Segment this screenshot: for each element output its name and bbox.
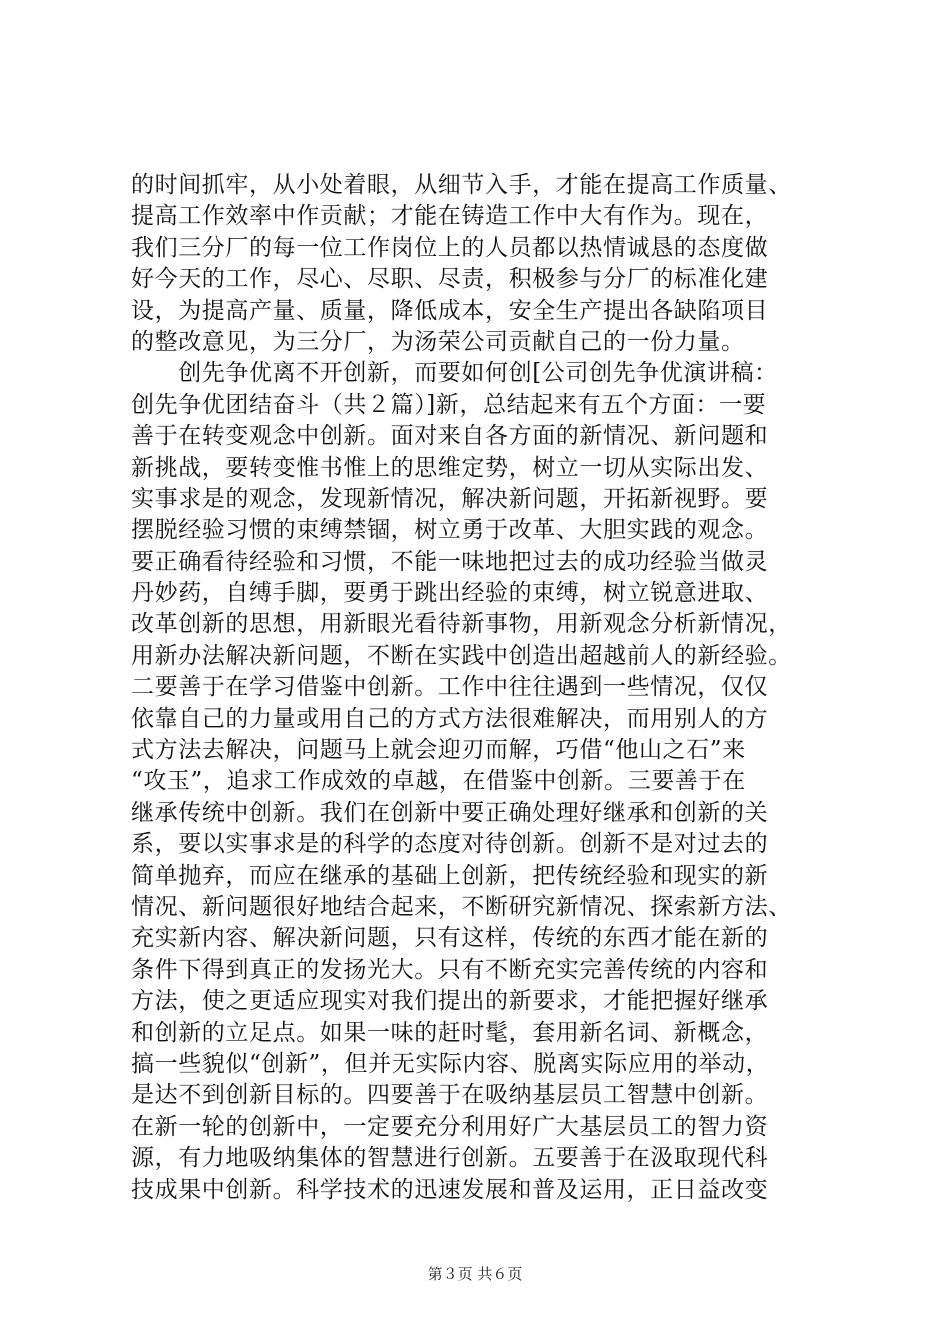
- text-line: 情况、新问题很好地结合起来，不断研究新情况、探索新方法、: [131, 893, 792, 920]
- text-line: 改革创新的思想，用新眼光看待新事物，用新观念分析新情况，: [131, 611, 792, 638]
- text-line: 二要善于在学习借鉴中创新。工作中往往遇到一些情况，仅仅: [131, 674, 769, 701]
- text-line: 好今天的工作，尽心、尽职、尽责，积极参与分厂的标准化建: [131, 266, 769, 293]
- text-line: 丹妙药，自缚手脚，要勇于跳出经验的束缚，树立锐意进取、: [131, 580, 769, 607]
- body-text: [131, 170, 831, 1206]
- text-line: 设，为提高产量、质量，降低成本，安全生产提出各缺陷项目: [131, 297, 769, 324]
- text-line: 源，有力地吸纳集体的智慧进行创新。五要善于在汲取现代科: [131, 1145, 769, 1172]
- text-line: 技成果中创新。科学技术的迅速发展和普及运用，正日益改变: [131, 1176, 769, 1203]
- text-line: 创先争优团结奋斗（共２篇）]新，总结起来有五个方面：一要: [131, 391, 767, 418]
- text-line: 实事求是的观念，发现新情况，解决新问题，开拓新视野。要: [131, 485, 769, 512]
- text-line: 的整改意见，为三分厂，为汤荣公司贡献自己的一份力量。: [131, 328, 745, 355]
- text-line: 摆脱经验习惯的束缚禁锢，树立勇于改革、大胆实践的观念。: [131, 517, 769, 544]
- text-line: 继承传统中创新。我们在创新中要正确处理好继承和创新的关: [131, 799, 769, 826]
- text-line: 的时间抓牢，从小处着眼，从细节入手，才能在提高工作质量、: [131, 172, 792, 198]
- text-line: 依靠自己的力量或用自己的方式方法很难解决，而用别人的方: [131, 705, 769, 732]
- text-line: 创先争优离不开创新，而要如何创[公司创先争优演讲稿：: [131, 360, 778, 387]
- page-number-footer: 第３页 共６页: [427, 1265, 523, 1283]
- text-line: 是达不到创新目标的。四要善于在吸纳基层员工智慧中创新。: [131, 1082, 769, 1109]
- text-line: 充实新内容、解决新问题，只有这样，传统的东西才能在新的: [131, 925, 769, 952]
- text-line: 式方法去解决，问题马上就会迎刃而解，巧借“他山之石”来: [131, 737, 746, 764]
- text-line: 我们三分厂的每一位工作岗位上的人员都以热情诚恳的态度做: [131, 234, 769, 261]
- text-line: 在新一轮的创新中，一定要充分利用好广大基层员工的智力资: [131, 1113, 769, 1140]
- text-line: “攻玉”，追求工作成效的卓越，在借鉴中创新。三要善于在: [131, 768, 746, 795]
- text-line: 方法，使之更适应现实对我们提出的新要求，才能把握好继承: [131, 988, 769, 1015]
- text-line: 新挑战，要转变惟书惟上的思维定势，树立一切从实际出发、: [131, 454, 769, 481]
- text-line: 善于在转变观念中创新。面对来自各方面的新情况、新问题和: [131, 423, 769, 450]
- text-line: 简单抛弃，而应在继承的基础上创新，把传统经验和现实的新: [131, 862, 769, 889]
- text-line: 用新办法解决新问题，不断在实践中创造出超越前人的新经验。: [131, 642, 792, 669]
- text-line: 提高工作效率中作贡献；才能在铸造工作中大有作为。现在，: [131, 203, 769, 230]
- text-line: 系，要以实事求是的科学的态度对待创新。创新不是对过去的: [131, 831, 769, 858]
- text-line: 和创新的立足点。如果一味的赶时髦，套用新名词、新概念，: [131, 1019, 769, 1046]
- text-line: 搞一些貌似“创新”，但并无实际内容、脱离实际应用的举动，: [131, 1050, 770, 1077]
- text-line: 条件下得到真正的发扬光大。只有不断充实完善传统的内容和: [131, 956, 769, 983]
- text-line: 要正确看待经验和习惯，不能一味地把过去的成功经验当做灵: [131, 548, 769, 575]
